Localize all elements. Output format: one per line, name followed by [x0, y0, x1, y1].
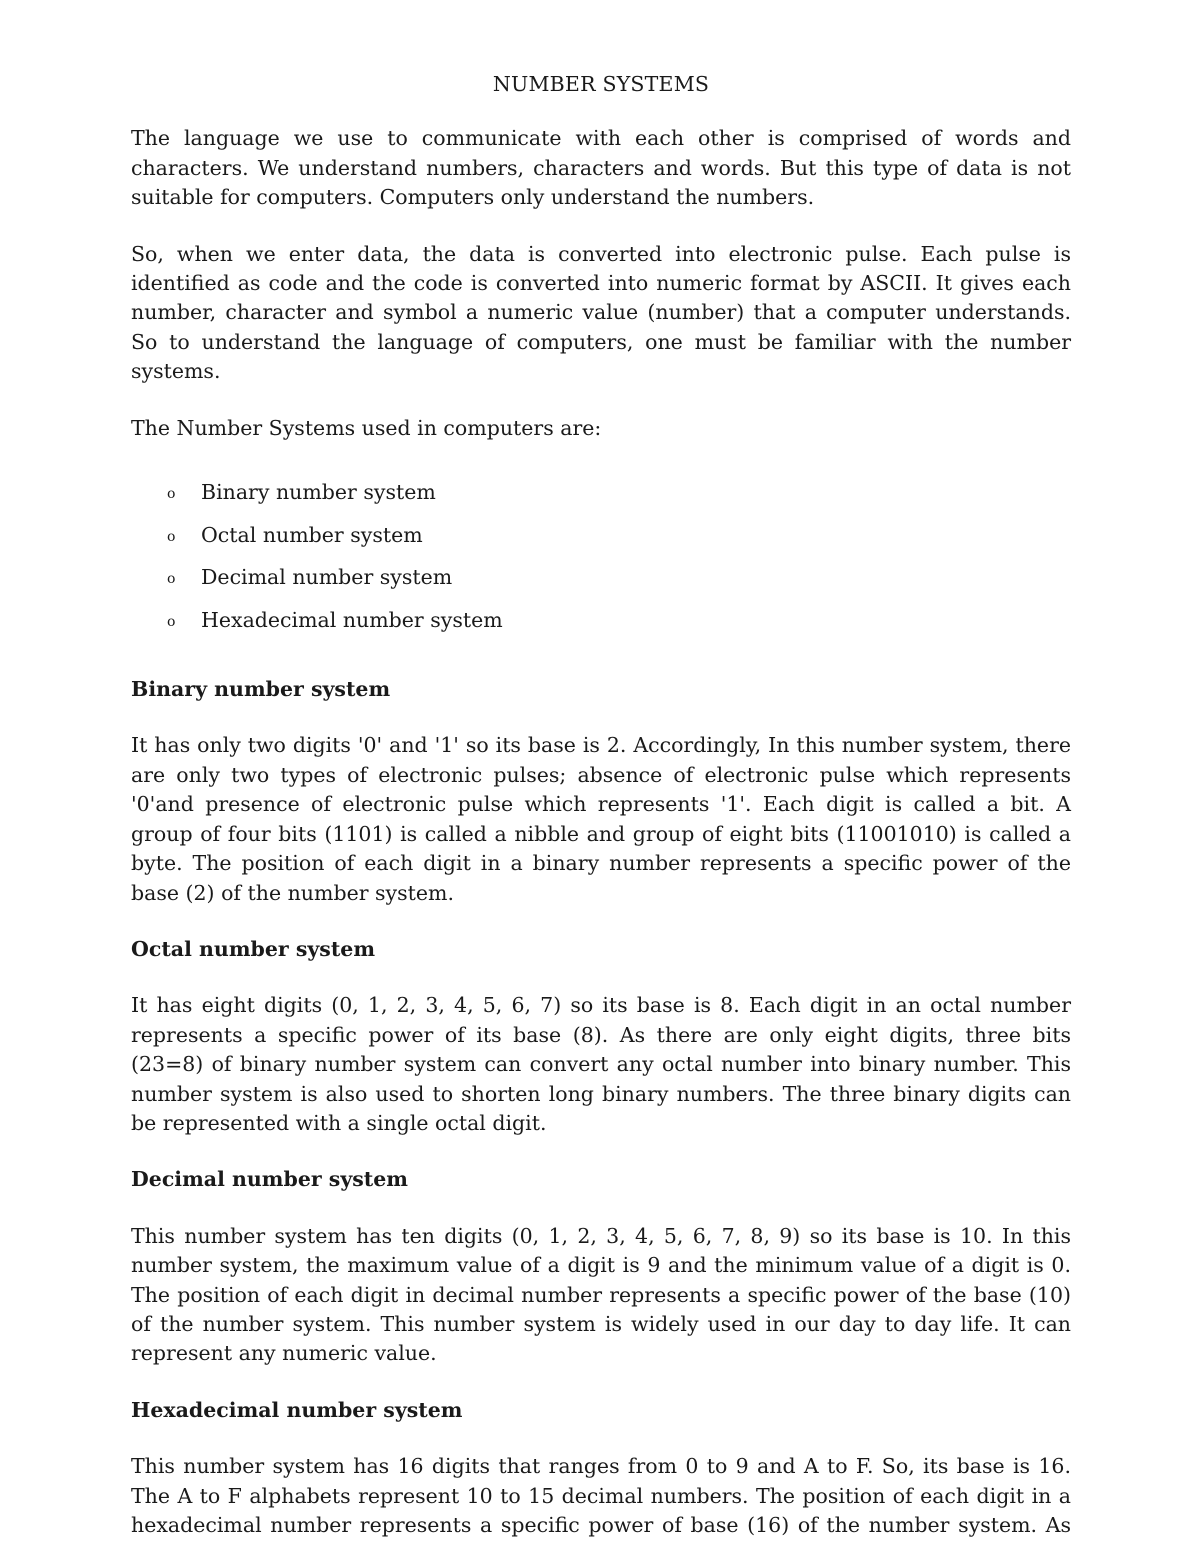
intro-list-lead: The Number Systems used in computers are:: [131, 415, 602, 440]
list-item: [131, 521, 1071, 564]
section-heading-decimal: Decimal number system: [131, 1167, 409, 1192]
list-item: [131, 563, 1071, 606]
section-heading-binary: Binary number system: [131, 677, 391, 702]
section-heading-octal: Octal number system: [131, 936, 376, 961]
section-body-hexadecimal: This number system has 16 digits that ranges from 0 to 9 and A to F. So, its base is 16. The A to F alphabets represent 10 to 15 decimal numbers. The position of each digit in a hexadecimal number represents a specific power of base (16) of the number system. As: [131, 1454, 1071, 1537]
number-systems-list: [131, 478, 1071, 648]
document-page: [131, 70, 1071, 1567]
list-item-label: Decimal number system: [201, 565, 453, 590]
list-item-label: Binary number system: [201, 480, 436, 505]
section-body-decimal: This number system has ten digits (0, 1, 2, 3, 4, 5, 6, 7, 8, 9) so its base is 10. In this number system, the maximum value of a digit is 9 and the minimum value of a digit is 0. The position of each digit in decimal number represents a specific power of the base (10) of the number system. This number system is widely used in our day to day life. It can represent any numeric value.: [131, 1223, 1071, 1366]
bullet-icon: o: [167, 486, 176, 503]
intro-paragraph-1: The language we use to communicate with each other is comprised of words and characters. We understand numbers, characters and words. But this type of data is not suitable for computers. Computers only understand the numbers.: [131, 126, 1071, 210]
bullet-icon: o: [167, 528, 176, 545]
list-item: [131, 606, 1071, 649]
page-title: NUMBER SYSTEMS: [492, 72, 710, 96]
section-body-binary: It has only two digits '0' and '1' so its base is 2. Accordingly, In this number system, there are only two types of electronic pulses; absence of electronic pulse which represents '0'and presence of electronic pulse which represents '1'. Each digit is called a bit. A group of four bits (1101) is called a nibble and group of eight bits (11001010) is called a byte. The position of each digit in a binary number represents a specific power of the base (2) of the number system.: [131, 733, 1071, 905]
list-item-label: Octal number system: [201, 522, 423, 547]
intro-paragraph-2: So, when we enter data, the data is converted into electronic pulse. Each pulse is identified as code and the code is converted into numeric format by ASCII. It gives each number, character and symbol a numeric value (number) that a computer understands. So to understand the language of computers, one must be familiar with the number systems.: [131, 241, 1071, 384]
section-heading-hexadecimal: Hexadecimal number system: [131, 1397, 463, 1422]
section-body-octal: It has eight digits (0, 1, 2, 3, 4, 5, 6, 7) so its base is 8. Each digit in an octal number represents a specific power of its base (8). As there are only eight digits, three bits (23=8) of binary number system can convert any octal number into binary number. This number system is also used to shorten long binary numbers. The three binary digits can be represented with a single octal digit.: [131, 993, 1071, 1135]
bullet-icon: o: [167, 613, 176, 630]
list-item: [131, 478, 1071, 521]
bullet-icon: o: [167, 571, 176, 588]
list-item-label: Hexadecimal number system: [201, 607, 503, 632]
